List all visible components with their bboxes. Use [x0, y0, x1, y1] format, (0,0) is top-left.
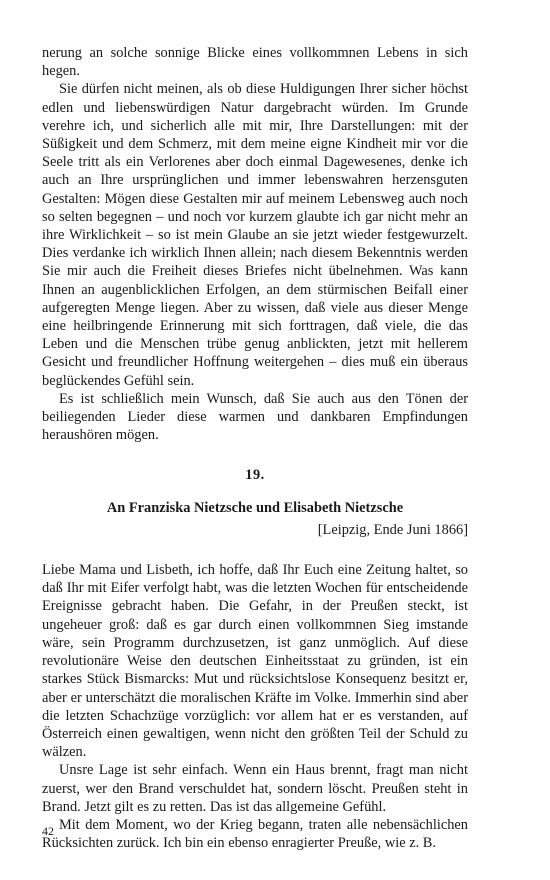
letter-body: [42, 561, 468, 852]
page-number: 42: [42, 824, 54, 838]
paragraph: Liebe Mama und Lisbeth, ich hoffe, daß Ihr Euch eine Zeitung haltet, so daß Ihr mit Eifer verfolgt habt, was die letzten Wochen für entscheidende Ereignisse gebracht haben. Die Gefahr, in der Preußen steckt, ist ungeheuer groß: daß es gar durch einen vollkommnen Sieg imstande wäre, sein Programm durchzusetzen, ist ganz unmöglich. Auf diese revolutionäre Weise den deutschen Einheitsstaat zu gründen, ist ein starkes Stück Bismarcks: Mut und rücksichtslose Konsequenz besitzt er, aber er unterschätzt die moralischen Kräfte im Volke. Immerhin sind aber die letzten Schachzüge vorzüglich: vor allem hat er es verstanden, auf Österreich einen gewaltigen, wenn nicht den größten Teil der Schuld zu wälzen.: [42, 562, 468, 761]
letter-place-date: [Leipzig, Ende Juni 1866]: [317, 521, 468, 538]
page-text-block: [42, 44, 468, 852]
paragraph: Es ist schließlich mein Wunsch, daß Sie auch aus den Tönen der beiliegenden Lieder diese warmen und dankbaren Empfindungen heraushören mögen.: [42, 390, 468, 444]
letter-number: 19.: [245, 467, 265, 484]
paragraph: Mit dem Moment, wo der Krieg begann, traten alle nebensächlichen Rücksichten zurück. Ich bin ein ebenso enragierter Preuße, wie z. B.: [42, 816, 468, 852]
paragraph: Sie dürfen nicht meinen, als ob diese Huldigungen Ihrer sicher höchst edlen und liebenswürdigen Natur dargebracht würden. Im Grunde verehre ich, und sicherlich alle mit mir, Ihre Darstellungen: mit der Süßigkeit und dem Schmerz, mit dem meine eigne Kindheit mir vor die Seele tritt als ein Verlorenes aber doch einmal Dagewesenes, denke ich auch an Ihre ursprünglichen und immer lebenswahren herzensguten Gestalten: Mögen diese Gestalten mir auf meinem Lebensweg auch noch so selten begegnen – und noch vor kurzem glaubte ich gar nicht mehr an ihre Wirklichkeit – so ist mein Glaube an sie jetzt wieder festgewurzelt. Dies verdanke ich wirklich Ihnen allein; nach diesem Bekenntnis werden Sie mir auch die Freiheit dieses Briefes nicht übelnehmen. Was kann Ihnen an augenblicklichen Erfolgen, an dem stürmischen Beifall einer aufgeregten Menge liegen. Aber zu wissen, daß viele aus dieser Menge eine heilbringende Erinnerung mit sich forttragen, daß viele, die das Leben und die Menschen trübe genug anblickten, jetzt mit hellerem Gesicht und freundlicher Hoffnung weitergehen – dies muß ein überaus beglückendes Gefühl sein.: [42, 81, 468, 389]
paragraph-continuation: nerung an solche sonnige Blicke eines vollkommnen Lebens in sich hegen.: [42, 45, 468, 80]
letter-title: An Franziska Nietzsche und Elisabeth Nietzsche: [106, 499, 404, 516]
paragraph: Unsre Lage ist sehr einfach. Wenn ein Haus brennt, fragt man nicht zuerst, wer den Brand verschuldet hat, sondern löscht. Preußen steht in Brand. Jetzt gilt es zu retten. Das ist das allgemeine Gefühl.: [42, 762, 468, 815]
letter-heading: [42, 466, 468, 539]
